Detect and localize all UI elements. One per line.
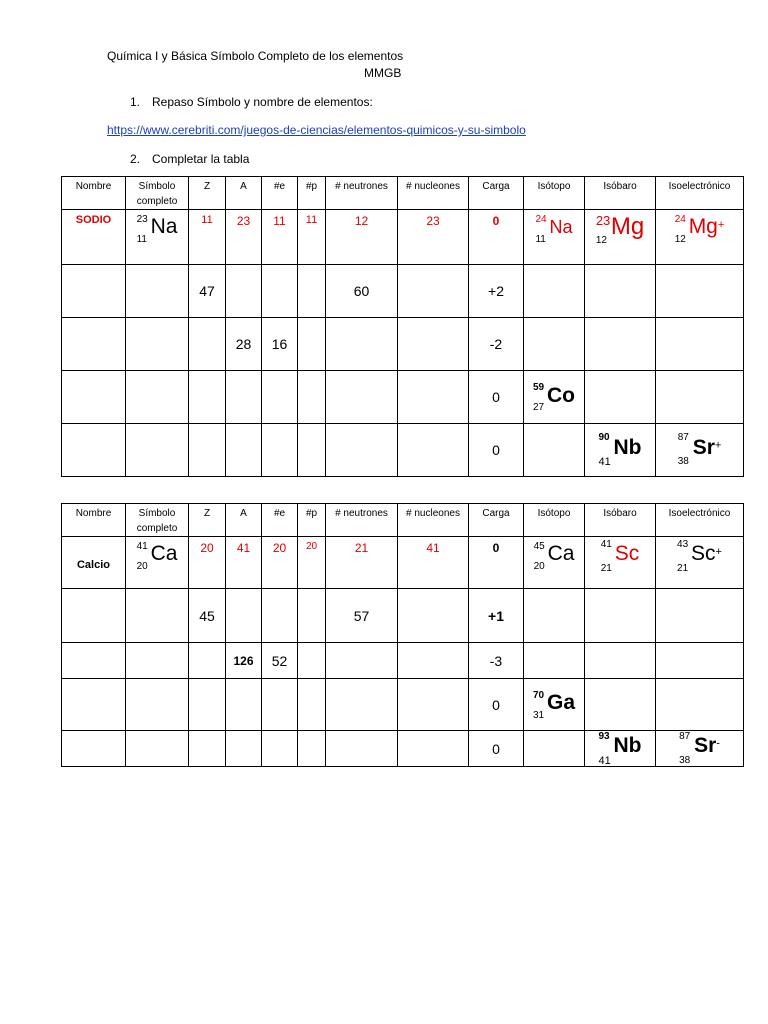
charge-value: 0 [469,210,524,265]
example-row [62,210,744,265]
mass-number: 90 [598,432,610,444]
isoelectronic-symbol [677,432,722,468]
table-row [62,731,744,767]
mass-number: 43 [677,538,689,550]
name-cell[interactable] [62,589,126,643]
protons-cell[interactable] [298,679,326,731]
z-value: 47 [189,265,226,318]
isoelectronic-cell [656,537,744,589]
symbol-cell[interactable] [126,265,189,318]
electrons-cell[interactable] [262,371,298,424]
symbol-cell[interactable] [126,371,189,424]
mass-number: 87 [679,730,691,742]
mass-number: 23 [595,212,611,228]
electrons-value [262,589,298,643]
element-symbol: Ca [150,542,178,565]
isobar-cell [585,537,656,589]
neutrons-cell[interactable] [326,424,398,477]
isotope-symbol [532,689,575,721]
column-header: Isoelectrónico [656,177,744,210]
isotope-symbol [535,214,572,243]
isoelectronic-symbol [679,730,720,766]
column-header: #p [298,504,326,537]
electrons-value: 11 [262,210,298,265]
isobar-cell[interactable] [585,679,656,731]
atomic-number: 11 [535,233,546,245]
symbol-cell[interactable] [126,589,189,643]
symbol-cell[interactable] [126,318,189,371]
atomic-number: 41 [598,456,611,469]
element-symbol: Sc [614,542,640,565]
a-value: 126 [226,643,262,679]
neutrons-value [326,318,398,371]
z-value: 20 [189,537,226,589]
atomic-number: 20 [533,560,545,572]
isoelectronic-cell[interactable] [656,371,744,424]
table-row [62,643,744,679]
element-symbol: Sr [692,435,715,459]
charge-value: -2 [469,318,524,371]
isoelectronic-cell[interactable] [656,589,744,643]
column-header: Z [189,177,226,210]
atomic-number: 20 [136,560,148,572]
nucleons-cell[interactable] [398,731,469,767]
column-header: A [226,177,262,210]
neutrons-value [326,643,398,679]
name-cell[interactable] [62,731,126,767]
column-header: Carga [469,504,524,537]
nucleons-cell[interactable] [398,424,469,477]
mass-number: 87 [677,432,689,444]
mass-number: 70 [532,689,545,701]
column-header: #e [262,177,298,210]
nucleons-cell[interactable] [398,589,469,643]
isobar-cell[interactable] [585,318,656,371]
z-cell[interactable] [189,731,226,767]
isoelectronic-cell[interactable] [656,643,744,679]
table-row [62,371,744,424]
neutrons-cell[interactable] [326,679,398,731]
column-header: # nucleones [398,504,469,537]
name-cell[interactable] [62,679,126,731]
name-cell[interactable] [62,424,126,477]
table-row [62,318,744,371]
nuclide-symbol [137,541,178,570]
atomic-number: 31 [532,709,545,721]
author-initials: MMGB [364,66,402,80]
charge-value: -3 [469,643,524,679]
atomic-number: 38 [679,754,691,766]
isotope-cell [524,679,585,731]
isotope-cell [524,371,585,424]
isotope-cell [524,210,585,265]
symbol-cell[interactable] [126,731,189,767]
neutrons-value: 60 [326,265,398,318]
protons-cell[interactable] [298,589,326,643]
element-symbol: Co [547,383,575,407]
isoelectronic-symbol [677,538,722,574]
column-header: Nombre [62,504,126,537]
ion-charge: + [717,219,725,231]
cerebriti-link[interactable]: https://www.cerebriti.com/juegos-de-ciencias/elementos-quimicos-y-su-simbolo [107,123,526,137]
instruction-number: 1. [130,95,141,109]
isobar-symbol [596,214,644,244]
mass-number: 41 [600,538,612,550]
atomic-number: 12 [595,234,607,246]
a-cell[interactable] [226,371,262,424]
instruction-1 [130,95,373,109]
a-value: 23 [226,210,262,265]
a-value [226,265,262,318]
column-header: Isótopo [524,177,585,210]
electrons-value: 20 [262,537,298,589]
column-header: # neutrones [326,177,398,210]
column-header: Isoelectrónico [656,504,744,537]
isobar-cell [585,424,656,477]
nucleons-cell[interactable] [398,371,469,424]
instruction-2 [130,152,249,166]
element-name: Calcio [62,537,126,589]
isoelectronic-cell [656,731,744,767]
column-header: Nombre [62,177,126,210]
table-header-row [62,504,744,537]
symbol-cell[interactable] [126,643,189,679]
isobar-cell[interactable] [585,265,656,318]
nucleons-cell[interactable] [398,643,469,679]
isotope-cell[interactable] [524,589,585,643]
mass-number: 93 [598,730,610,742]
mass-number: 45 [533,540,545,552]
electrons-cell[interactable] [262,424,298,477]
isotope-cell[interactable] [524,643,585,679]
isobar-cell [585,210,656,265]
a-value: 28 [226,318,262,371]
ion-charge: + [715,546,722,558]
electrons-value: 16 [262,318,298,371]
table-row [62,679,744,731]
element-symbol: Ca [547,542,575,565]
instruction-number: 2. [130,152,141,166]
element-symbol: Sr [694,734,717,758]
name-cell[interactable] [62,643,126,679]
neutrons-cell[interactable] [326,371,398,424]
nucleons-value: 23 [398,210,469,265]
mass-number: 59 [533,382,545,394]
z-value [189,643,226,679]
isobar-cell [585,731,656,767]
isotope-cell[interactable] [524,731,585,767]
name-cell[interactable] [62,318,126,371]
nuclide-symbol [137,214,178,243]
protons-cell[interactable] [298,424,326,477]
table-row [62,265,744,318]
table-header-row [62,177,744,210]
isotope-symbol [534,541,575,570]
z-value: 11 [189,210,226,265]
isoelectronic-cell [656,210,744,265]
protons-value: 20 [298,537,326,589]
neutrons-value: 21 [326,537,398,589]
column-header: A [226,504,262,537]
instruction-text: Repaso Símbolo y nombre de elementos: [152,95,373,109]
z-cell[interactable] [189,424,226,477]
element-symbol: Ga [546,691,575,715]
neutrons-value: 12 [326,210,398,265]
column-header: Símbolo completo [126,177,189,210]
element-name: SODIO [62,210,126,265]
name-cell[interactable] [62,265,126,318]
isoelectronic-cell[interactable] [656,679,744,731]
element-symbol: Nb [613,435,642,459]
isoelectronic-cell [656,424,744,477]
atomic-number: 21 [677,562,689,574]
isobar-cell[interactable] [585,643,656,679]
charge-value: +2 [469,265,524,318]
ion-charge: - [716,737,720,750]
element-symbol: Mg [610,213,645,240]
charge-value: 0 [469,731,524,767]
atomic-number: 12 [674,233,686,245]
protons-cell[interactable] [298,371,326,424]
isoelectronic-cell[interactable] [656,318,744,371]
full-symbol [126,537,189,589]
neutrons-value: 57 [326,589,398,643]
column-header: #p [298,177,326,210]
elements-table-1 [61,176,744,477]
element-symbol: Na [549,217,573,237]
z-value [189,318,226,371]
neutrons-cell[interactable] [326,731,398,767]
z-value: 45 [189,589,226,643]
mass-number: 24 [674,213,686,225]
isoelectronic-cell[interactable] [656,265,744,318]
elements-table-2 [61,503,744,767]
isobar-symbol [598,432,642,469]
symbol-cell[interactable] [126,424,189,477]
column-header: Isóbaro [585,177,656,210]
symbol-cell[interactable] [126,679,189,731]
mass-number: 41 [136,540,148,552]
column-header: # nucleones [398,177,469,210]
charge-value: 0 [469,371,524,424]
isotope-symbol [533,382,575,414]
document-title: Química I y Básica Símbolo Completo de los elementos [107,49,404,63]
column-header: #e [262,504,298,537]
protons-value: 11 [298,210,326,265]
ion-charge: + [714,439,722,452]
nucleons-cell[interactable] [398,318,469,371]
nucleons-cell[interactable] [398,679,469,731]
a-cell[interactable] [226,679,262,731]
element-symbol: Sc [691,542,716,565]
isotope-cell [524,537,585,589]
nucleons-cell[interactable] [398,265,469,318]
isotope-cell[interactable] [524,318,585,371]
nucleons-value: 41 [398,537,469,589]
z-cell[interactable] [189,679,226,731]
atomic-number: 38 [677,456,689,468]
isobar-symbol [600,538,640,574]
table-row [62,424,744,477]
charge-value: +1 [469,589,524,643]
column-header: # neutrones [326,504,398,537]
z-cell[interactable] [189,371,226,424]
element-symbol: Na [150,215,178,238]
charge-value: 0 [469,679,524,731]
column-header: Isótopo [524,504,585,537]
name-cell[interactable] [62,371,126,424]
charge-value: 0 [469,424,524,477]
mass-number: 23 [136,213,148,225]
mass-number: 24 [535,213,547,225]
column-header: Z [189,504,226,537]
charge-value: 0 [469,537,524,589]
protons-cell[interactable] [298,731,326,767]
column-header: Isóbaro [585,504,656,537]
isobar-cell[interactable] [585,371,656,424]
electrons-cell[interactable] [262,679,298,731]
column-header: Carga [469,177,524,210]
a-cell[interactable] [226,424,262,477]
isotope-cell[interactable] [524,424,585,477]
protons-cell[interactable] [298,265,326,318]
a-value [226,589,262,643]
a-value: 41 [226,537,262,589]
electrons-value: 52 [262,643,298,679]
atomic-number: 21 [600,562,612,574]
atomic-number: 41 [598,754,611,767]
isobar-symbol [598,730,642,767]
table-row [62,589,744,643]
a-cell[interactable] [226,731,262,767]
electrons-value [262,265,298,318]
atomic-number: 27 [533,402,545,414]
atomic-number: 11 [136,233,147,245]
element-symbol: Nb [613,734,642,758]
instruction-text: Completar la tabla [152,152,250,166]
example-row [62,537,744,589]
isobar-cell[interactable] [585,589,656,643]
protons-cell[interactable] [298,643,326,679]
isoelectronic-symbol [675,214,725,243]
isotope-cell[interactable] [524,265,585,318]
protons-cell[interactable] [298,318,326,371]
full-symbol [126,210,189,265]
element-symbol: Mg [688,215,718,238]
column-header: Símbolo completo [126,504,189,537]
electrons-cell[interactable] [262,731,298,767]
